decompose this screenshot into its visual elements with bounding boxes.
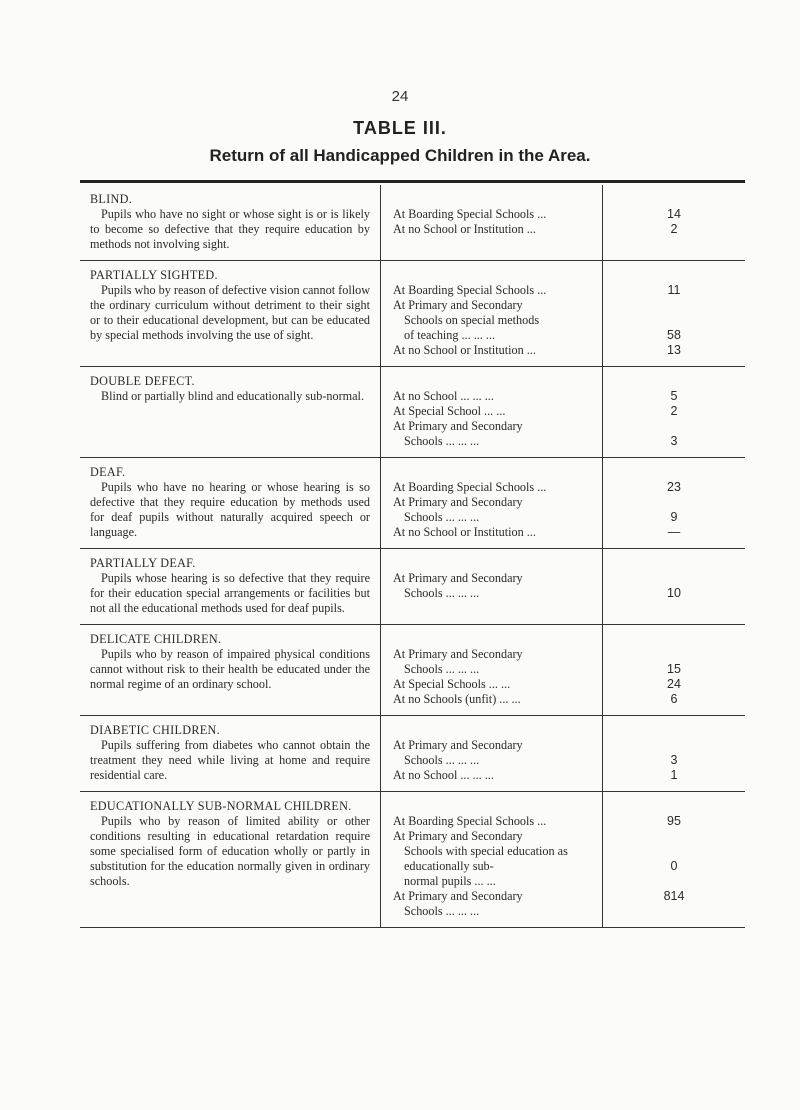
placement-line: Schools ... ... ... — [404, 662, 480, 676]
placement-line: At Primary and Secondary — [393, 829, 523, 843]
placement-line: At Boarding Special Schools ... — [393, 207, 547, 221]
count-value: 1 — [670, 768, 678, 782]
category-cell — [80, 625, 380, 715]
category-heading: EDUCATIONALLY SUB-NORMAL CHILDREN. — [90, 799, 352, 813]
category-heading: BLIND. — [90, 192, 133, 206]
placement-line: At Primary and Secondary — [393, 495, 523, 509]
count-value: 9 — [670, 510, 678, 524]
count-value: 5 — [670, 389, 678, 403]
spacer — [603, 632, 745, 647]
count-value: 24 — [667, 677, 681, 691]
count-value: 11 — [667, 283, 681, 297]
placement-line: At Primary and Secondary — [393, 419, 523, 433]
spacer — [393, 632, 594, 647]
table-subtitle: Return of all Handicapped Children in the Area. — [209, 146, 591, 165]
placement-cell — [380, 549, 602, 624]
category-cell — [80, 458, 380, 548]
category-description: Pupils who have no hearing or whose hearing is so defective that they require education by methods used for deaf pupils without naturally acquired speech or language. — [90, 480, 370, 539]
placement-line: Schools with special education as educationally sub- — [404, 844, 568, 873]
placement-cell — [380, 261, 602, 366]
table-row — [80, 458, 745, 549]
table-row — [80, 367, 745, 458]
category-heading: DEAF. — [90, 465, 126, 479]
count-spacer — [603, 571, 745, 586]
category-description: Pupils who by reason of impaired physical conditions cannot without risk to their health be educated under the normal regime of an ordinary school. — [90, 647, 370, 691]
category-description: Blind or partially blind and educationally sub-normal. — [101, 389, 364, 403]
spacer — [393, 556, 594, 571]
spacer — [603, 268, 745, 283]
spacer — [603, 799, 745, 814]
table-row — [80, 716, 745, 792]
table-row — [80, 261, 745, 367]
placement-cell — [380, 625, 602, 715]
placement-cell — [380, 716, 602, 791]
table-title: TABLE III. — [353, 118, 447, 138]
placement-cell — [380, 367, 602, 457]
placement-line: Schools ... ... ... — [404, 586, 480, 600]
placement-line: At no School or Institution ... — [393, 343, 536, 357]
category-cell — [80, 716, 380, 791]
count-value: 814 — [663, 889, 685, 903]
spacer — [393, 465, 594, 480]
spacer — [393, 192, 594, 207]
placement-line: At Primary and Secondary — [393, 571, 523, 585]
placement-line: At no School ... ... ... — [393, 768, 494, 782]
placement-line: At no Schools (unfit) ... ... — [393, 692, 521, 706]
spacer — [603, 465, 745, 480]
category-description: Pupils who by reason of defective vision cannot follow the ordinary curriculum without detriment to their sight or to their educational development, but can be educated by special methods involving the use of sight. — [90, 283, 370, 342]
count-cell — [602, 792, 745, 927]
count-value: 2 — [670, 404, 678, 418]
spacer — [603, 556, 745, 571]
count-cell — [602, 625, 745, 715]
count-value: 14 — [667, 207, 681, 221]
count-value: 15 — [667, 662, 681, 676]
spacer — [393, 799, 594, 814]
count-value: 13 — [667, 343, 681, 357]
count-value: 58 — [667, 328, 681, 342]
count-spacer — [603, 419, 745, 434]
placement-line: At Boarding Special Schools ... — [393, 480, 547, 494]
spacer — [603, 374, 745, 389]
category-description: Pupils who have no sight or whose sight is or is likely to become so defective that they require education by methods not involving sight. — [90, 207, 370, 251]
placement-cell — [380, 458, 602, 548]
category-heading: PARTIALLY SIGHTED. — [90, 268, 218, 282]
placement-line: At Primary and Secondary — [393, 298, 523, 312]
placement-cell — [380, 185, 602, 260]
spacer — [393, 723, 594, 738]
table-row — [80, 185, 745, 261]
count-spacer — [603, 844, 745, 859]
category-description: Pupils suffering from diabetes who cannot obtain the treatment they need while living at home and require residential care. — [90, 738, 370, 782]
count-value: — — [667, 525, 681, 539]
placement-line: At Primary and Secondary — [393, 647, 523, 661]
count-cell — [602, 185, 745, 260]
count-value: 95 — [667, 814, 681, 828]
count-spacer — [603, 874, 745, 889]
placement-line: Schools on special methods — [404, 313, 540, 327]
placement-line: At no School or Institution ... — [393, 222, 536, 236]
category-cell — [80, 792, 380, 927]
count-spacer — [603, 495, 745, 510]
spacer — [603, 192, 745, 207]
category-cell — [80, 367, 380, 457]
table-row — [80, 549, 745, 625]
placement-line: At no School or Institution ... — [393, 525, 536, 539]
count-value: 23 — [667, 480, 681, 494]
count-cell — [602, 367, 745, 457]
spacer — [393, 374, 594, 389]
placement-line: At Special School ... ... — [393, 404, 506, 418]
category-description: Pupils who by reason of limited ability or other conditions resulting in educational retardation require some specialised form of education wholly or partly in substitution for the education normally given in ordinary schools. — [90, 814, 370, 888]
count-value: 0 — [670, 859, 678, 873]
spacer — [603, 723, 745, 738]
count-spacer — [603, 313, 745, 328]
placement-cell — [380, 792, 602, 927]
spacer — [393, 268, 594, 283]
placement-line: At Primary and Secondary — [393, 889, 523, 903]
count-cell — [602, 716, 745, 791]
placement-line: At Primary and Secondary — [393, 738, 523, 752]
count-value: 2 — [670, 222, 678, 236]
count-value: 3 — [670, 434, 678, 448]
category-description: Pupils whose hearing is so defective that they require for their education special arrangements or facilities but not all the educational methods used for deaf pupils. — [90, 571, 370, 615]
category-heading: DIABETIC CHILDREN. — [90, 723, 220, 737]
placement-line: Schools ... ... ... — [404, 434, 480, 448]
count-spacer — [603, 647, 745, 662]
table-row — [80, 792, 745, 928]
count-spacer — [603, 738, 745, 753]
placement-line: At Special Schools ... ... — [393, 677, 511, 691]
table-row — [80, 625, 745, 716]
placement-line: Schools ... ... ... — [404, 753, 480, 767]
category-cell — [80, 261, 380, 366]
placement-line: At Boarding Special Schools ... — [393, 814, 547, 828]
placement-line: Schools ... ... ... — [404, 904, 480, 918]
handicapped-children-table — [80, 185, 745, 928]
count-spacer — [603, 829, 745, 844]
placement-line: of teaching ... ... ... — [404, 328, 496, 342]
category-heading: PARTIALLY DEAF. — [90, 556, 196, 570]
category-heading: DELICATE CHILDREN. — [90, 632, 222, 646]
top-rule — [80, 180, 745, 183]
count-cell — [602, 549, 745, 624]
count-value: 6 — [670, 692, 678, 706]
count-cell — [602, 261, 745, 366]
count-value: 3 — [670, 753, 678, 767]
count-cell — [602, 458, 745, 548]
placement-line: Schools ... ... ... — [404, 510, 480, 524]
count-value: 10 — [667, 586, 681, 600]
page-number: 24 — [391, 88, 409, 105]
category-heading: DOUBLE DEFECT. — [90, 374, 195, 388]
placement-line: At no School ... ... ... — [393, 389, 494, 403]
category-cell — [80, 185, 380, 260]
placement-line: normal pupils ... ... — [404, 874, 496, 888]
placement-line: At Boarding Special Schools ... — [393, 283, 547, 297]
count-spacer — [603, 298, 745, 313]
category-cell — [80, 549, 380, 624]
